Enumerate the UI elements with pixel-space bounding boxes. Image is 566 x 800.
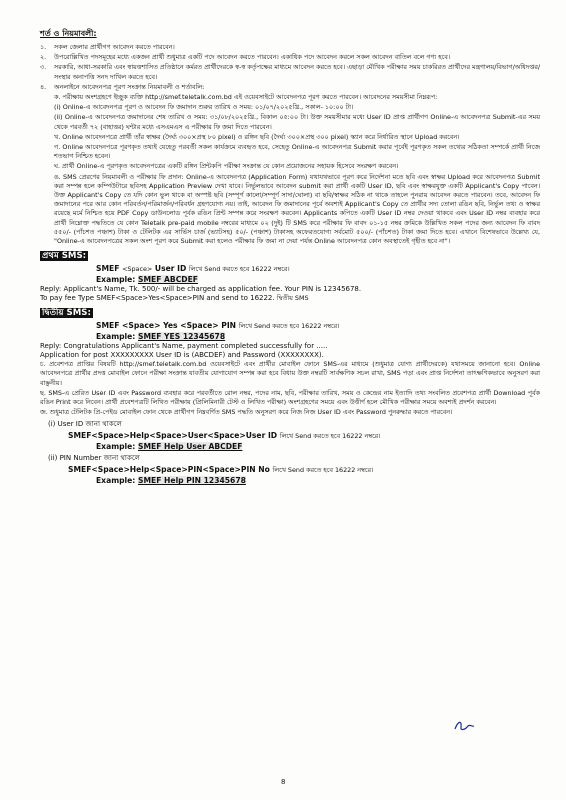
sms1-label: প্রথম SMS: [42,251,87,262]
recover-pin-command: SMEF<Space>Help<Space>PIN<Space>PIN No লিখে Send করতে হবে 16222 নম্বরে। [68,465,374,475]
rule-chha: ছ. SMS-এ প্রেরিত User ID এবং Password ব্যবহার করে পরবর্তীতে রোল নম্বর, পদের নাম, ছবি, পরীক্ষার তারিখ, সময় ও কেন্দ্রের নাম ইত্যাদি তথ্য সংবলিত প্রবেশপত্র প্রার্থী Download পূর্বক রঙিন Print করে নিবেন। প্রার্থী প্রবেশপত্রটি লিখিত পরীক্ষায় (প্রিলিমিনারী টেস্ট ও লিখিত পরীক্ষা) অংশগ্রহণের সময়ে এবং উত্তীর্ণ হলে মৌখিক পরীক্ষার সময়ে অবশ্যই প্রদর্শন করবেন। [40,388,540,407]
sms1-reply-line2: To pay fee Type SMEF<Space>Yes<Space>PIN and send to 16222. দ্বিতীয় SMS [40,294,309,303]
recover-pin-title: (ii) PIN Number জানা থাকলে [48,454,140,463]
rule-gha: ঘ. প্রার্থী Online-এ পূরণকৃত আবেদনপত্রের একটি রঙ্গিন প্রিন্টকপি পরীক্ষা সংক্রান্ত যে কোন প্রয়োজনের সহায়ক হিসেবে সংরক্ষণ করবেন। [54,162,399,171]
rule-ja: জ. শুধুমাত্র টেলিটক প্রি-পেইড মোবাইল ফোন থেকে প্রার্থীগণ নিম্নবর্ণিত SMS পদ্ধতি অনুসরণ করে নিজ নিজ User ID এবং Password পুনরুদ্ধার করতে পারবেন। [40,408,453,417]
rules-list [40,43,540,92]
rule-ii: (ii) Online-এ আবেদনপত্র জমাদানের শেষ তারিখ ও সময়: ৩১/০৮/২০২৫খ্রি., বিকাল ০৫:০০ টা। উক্ত সময়সীমার মধ্যে User ID প্রাপ্ত প্রার্থীগণ Online-এ আবেদনপত্র Submit-এর সময় থেকে পরবর্তী ৭২ (বাহাত্তর) ঘন্টার মধ্যে এসএমএস এ পরীক্ষার ফি জমা দিতে পারবেন। [54,113,540,131]
rule-i: (i) Online-এ আবেদনপত্র পূরণ ও আবেদন ফি জমাদান শুরুর তারিখ ও সময়: ০১/০৭/২০২৫খ্রি., সকাল- ১০:০০ টা। [54,103,354,112]
recover-userid-command: SMEF<Space>Help<Space>User<Space>User ID লিখে Send করতে হবে 16222 নম্বরে। [68,431,381,441]
recover-userid-example: Example: SMEF Help User ABCDEF [96,442,243,452]
sms1-command: SMEF <Space> User ID লিখে Send করতে হবে 16222 নম্বরে। [96,264,290,274]
rule-ka: ক. পরীক্ষায় অংশগ্রহণে ইচ্ছুক ব্যক্তি http://smef.teletalk.com.bd এই ওয়েবসাইটে আবেদনপত্র পূরণ করতে পারবেন। আবেদনের সময়সীমা নিম্নরূপ: [54,93,438,102]
rule-item: ৩. সরকারি, আধা-সরকারি এবং স্বায়ত্তশাসিত প্রতিষ্ঠানে কর্মরত প্রার্থীদেরকে স্ব-স্ব কর্তৃপক্ষের মাধ্যমে আবেদন করতে হবে। এছাড়া মৌখিক পরীক্ষার সময় চাকরিরত প্রার্থীদের মন্ত্রণালয়/বিভাগ/অধিদপ্তর/সংস্থার অনাপত্তি সনদ দাখিল করতে হবে। [40,63,540,81]
signature-mark [452,718,476,734]
rule-item: ২. উপরোল্লিখিত পদসমূহের মধ্যে একজন প্রার্থী শুধুমাত্র একটি পদে আবেদন করতে পারবেন। একাধিক পদে আবেদন করলে সকল আবেদন বাতিল বলে গণ্য হবে। [40,53,451,62]
rule-ga: গ. Online আবেদনপত্রে পূরণকৃত তথ্যই যেহেতু পরবর্তী সকল কার্যক্রমে ব্যবহৃত হবে, সেহেতু Online-এ আবেদনপত্র Submit করার পূর্বেই পূরণকৃত সকল তথ্যের সঠিকতা সম্পর্কে প্রার্থী নিজে শতভাগ নিশ্চিত হবেন। [54,143,540,161]
recover-pin-example: Example: SMEF Help PIN 12345678 [96,476,246,486]
after-rules [40,360,540,417]
online-rules [40,93,540,246]
section-heading: শর্ত ও নিয়মাবলী: [40,29,97,38]
sms1-reply-line1: Reply: Applicant's Name, Tk. 500/- will be charged as application fee. Your PIN is 12345678. [40,285,362,294]
document-page [40,28,540,486]
rule-cha: চ. প্রবেশপত্র প্রাপ্তির বিষয়টি http://smef.teletalk.com.bd ওয়েবসাইটে এবং প্রার্থীর মোবাইল ফোনে SMS-এর মাধ্যমে (শুধুমাত্র যোগ্য প্রার্থীদেরকে) যথাসময়ে জানানো হবে। Online আবেদনপত্রে প্রার্থীর প্রদত্ত মোবাইল ফোনে পরীক্ষা সংক্রান্ত যাবতীয় যোগাযোগ সম্পন্ন করা হবে বিধায় উক্ত নম্বরটি সার্বক্ষণিক সচল রাখা, SMS পড়া এবং প্রাপ্ত নির্দেশনা তাৎক্ষণিকভাবে অনুসরণ করা বাঞ্ছনীয়। [40,360,540,387]
rule-kha: খ. Online আবেদনপত্রে প্রার্থী তাঁর স্বাক্ষর (দৈর্ঘ্য ৩০০×প্রস্থ ৮০ pixel) ও রঙ্গিন ছবি (দৈর্ঘ্য ৩০০×প্রস্থ ৩০০ pixel) স্ক্যান করে নির্ধারিত স্থানে Upload করবেন। [54,132,460,141]
sms2-reply-line2: Application for post XXXXXXXXX User ID is (ABCDEF) and Password (XXXXXXXX). [40,351,324,360]
sms2-command: SMEF <Space> Yes <Space> PIN লিখে Send করতে হবে 16222 নম্বরে। [96,321,340,331]
rule-item: ৪. অনলাইনে আবেদনপত্র পূরণ সংক্রান্ত নিয়মাবলী ও শর্তাবলি: [40,82,205,91]
sms2-example: Example: SMEF YES 12345678 [96,332,226,342]
rule-uma: ঙ. SMS প্রেরণের নিয়মাবলী ও পরীক্ষার ফি প্রদান: Online-এ আবেদনপত্র (Application Form) যথাযথভাবে পূরণ করে নির্দেশনা মতে ছবি এবং স্বাক্ষর Upload করে আবেদনপত্র Submit করা সম্পন্ন হলে কম্পিউটারে ছবিসহ Application Preview দেখা যাবে। নির্ভুলভাবে আবেদন submit করা প্রার্থী একটি User ID, ছবি এবং স্বাক্ষরযুক্ত একটি Applicant's Copy পাবেন। উক্ত Applicant's Copy তে যদি কোন ভুল থাকে বা অস্পষ্ট ছবি (সম্পূর্ণ কালো/সম্পূর্ণ সাদা/ঘোলা) বা ছবি/স্বাক্ষর সঠিক না থাকে তাহলে পুনরায় আবেদন করতে পারবেন। তবে, আবেদন ফি জমাদানের পরে আর কোন পরিবর্তন/পরিমার্জন/পরিবর্ধন গ্রহণযোগ্য নয়। তাই, আবেদন ফি জমাদানের পূর্বে অবশ্যই Applicant's Copy তে প্রার্থীর সদ্য তোলা রঙিন ছবি, নির্ভুল তথ্য ও স্বাক্ষর রয়েছে মর্মে নিশ্চিত হয়ে PDF Copy ডাউনলোড পূর্বক রঙিন প্রিন্ট সম্পন্ন করে সংরক্ষণ করবেন। Applicants কপিতে একটি User ID নম্বর দেওয়া থাকবে এবং User ID নম্বর ব্যবহার করে প্রার্থী নিম্নোক্ত পদ্ধতিতে যে কোন Teletalk pre-paid mobile নম্বরের মাধ্যমে ০২ (দুই) টি SMS করে পরীক্ষার ফি বাবদ ০১-১৫ নম্বর ক্রমিকে উল্লিখিত সকল পদের জন্য আবেদন ফি বাবদ ৫৫০/- (পাঁচশত পঞ্চাশ) টাকা ও টেলিটক এর সার্ভিস চার্জ (ভ্যাটসহ) ৫০/- (পঞ্চাশ) টাকাসহ অফেরতযোগ্য সর্বমোট ৫০০/- (পাঁচশত) টাকা জমা দিতে হবে। এখানে বিশেষভাবে উল্লেখ্য যে, "Online-এ আবেদনপত্রের সকল অংশ পূরণ করে Submit করা হলেও পরীক্ষার ফি জমা না দেয়া পর্যন্ত Online আবেদনপত্র কোন অবস্থাতেই গৃহীত হবে না"। [54,172,540,246]
page-number: 8 [281,778,286,786]
sms2-reply-line1: Reply: Congratulations Applicant's Name, payment completed successfully for ..... [40,342,328,351]
sms1-example: Example: SMEF ABCDEF [96,275,198,285]
rule-item: ১. সকল জেলার প্রার্থীগণ আবেদন করতে পারবেন। [40,43,175,51]
recover-userid-title: (i) User ID জানা থাকলে [48,420,122,429]
sms2-label: দ্বিতীয় SMS: [42,308,91,319]
